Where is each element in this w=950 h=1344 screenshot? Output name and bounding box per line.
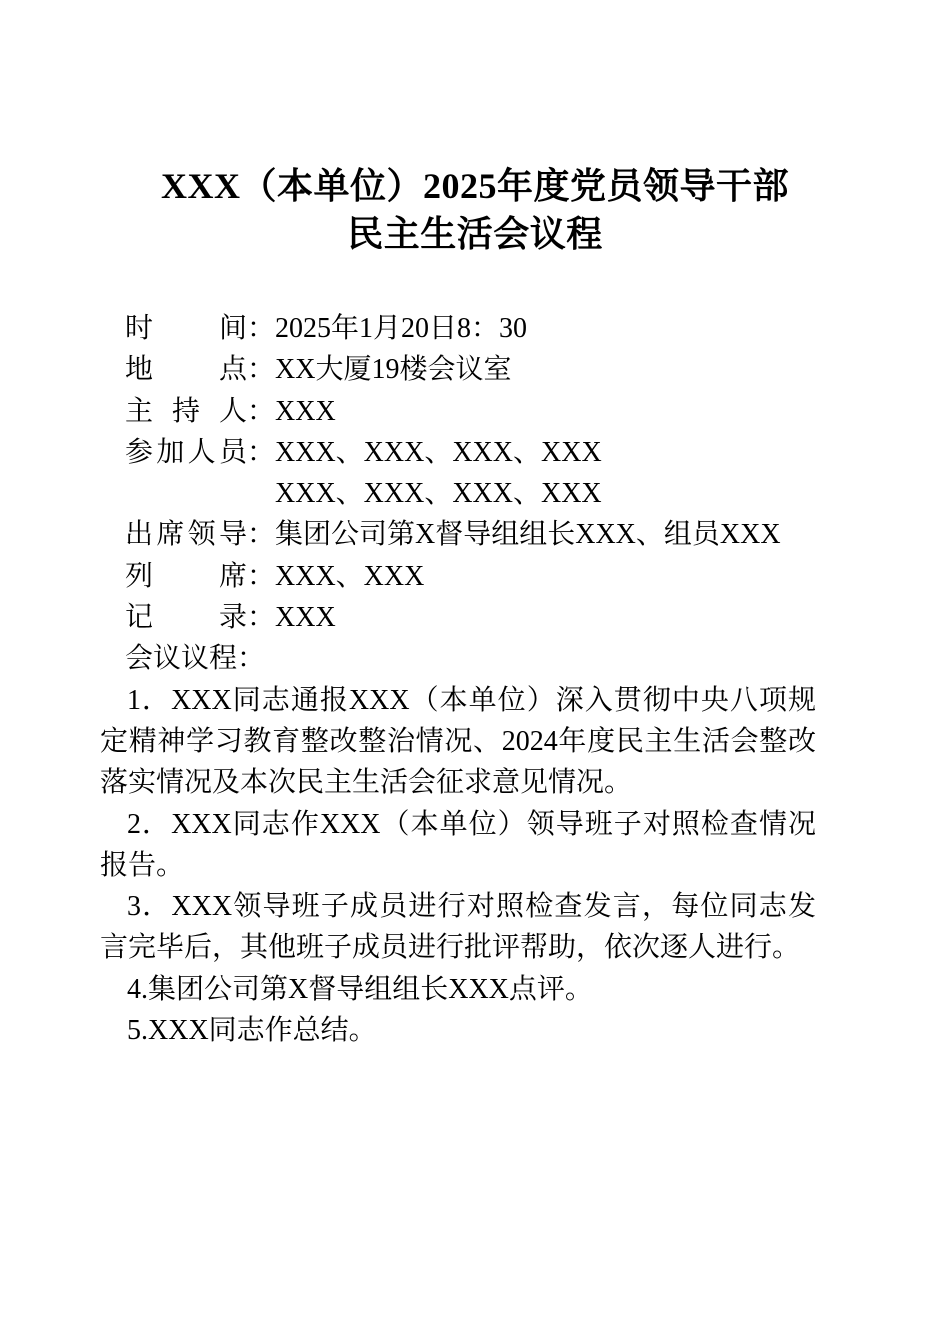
info-row-participants-continuation — [100, 473, 816, 514]
info-value-attendees: XXX、XXX — [275, 560, 425, 592]
document-body — [100, 308, 816, 1051]
info-label-recorder: 记录 — [125, 602, 247, 634]
info-label-leaders: 出席领导 — [125, 519, 247, 551]
info-value-participants-2: XXX、XXX、XXX、XXX — [275, 478, 602, 510]
info-value-recorder: XXX — [275, 602, 336, 634]
info-row-participants — [100, 432, 816, 473]
colon: ： — [247, 354, 276, 386]
info-value-location: XX大厦19楼会议室 — [275, 354, 512, 386]
colon: ： — [247, 602, 276, 634]
agenda-item-1: 1．XXX同志通报XXX（本单位）深入贯彻中央八项规定精神学习教育整改整治情况、2024年度民主生活会整改落实情况及本次民主生活会征求意见情况。 — [100, 684, 816, 799]
colon: ： — [247, 436, 276, 468]
title-line-2: 民主生活会议程 — [347, 214, 603, 254]
info-row-attendees — [100, 556, 816, 597]
info-label-host: 主持人 — [125, 395, 247, 427]
info-label-time: 时间 — [125, 313, 247, 344]
info-row-recorder — [100, 597, 816, 638]
agenda-heading: 会议议程： — [125, 643, 266, 675]
info-label-attendees: 列席 — [125, 560, 247, 592]
agenda-item-4: 4.集团公司第X督导组组长XXX点评。 — [127, 973, 593, 1005]
info-value-host: XXX — [275, 395, 336, 427]
colon: ： — [247, 313, 276, 344]
agenda-item-3: 3．XXX领导班子成员进行对照检查发言，每位同志发言完毕后，其他班子成员进行批评帮助，依次逐人进行。 — [100, 891, 816, 964]
colon: ： — [247, 519, 276, 551]
agenda-item-2: 2．XXX同志作XXX（本单位）领导班子对照检查情况报告。 — [100, 808, 816, 881]
info-row-location — [100, 349, 816, 390]
info-row-host — [100, 391, 816, 432]
agenda-item-5: 5.XXX同志作总结。 — [127, 1015, 377, 1047]
info-row-time — [100, 308, 816, 349]
info-value-leaders: 集团公司第X督导组组长XXX、组员XXX — [275, 519, 781, 551]
info-label-participants: 参加人员 — [125, 436, 247, 468]
info-label-location: 地点 — [125, 354, 247, 386]
colon: ： — [247, 560, 276, 592]
info-value-time: 2025年1月20日8：30 — [275, 313, 528, 344]
info-value-participants: XXX、XXX、XXX、XXX — [275, 436, 602, 468]
title-line-1: XXX（本单位）2025年度党员领导干部 — [161, 166, 789, 206]
colon: ： — [247, 395, 276, 427]
info-row-leaders — [100, 514, 816, 555]
document-title — [0, 162, 950, 258]
